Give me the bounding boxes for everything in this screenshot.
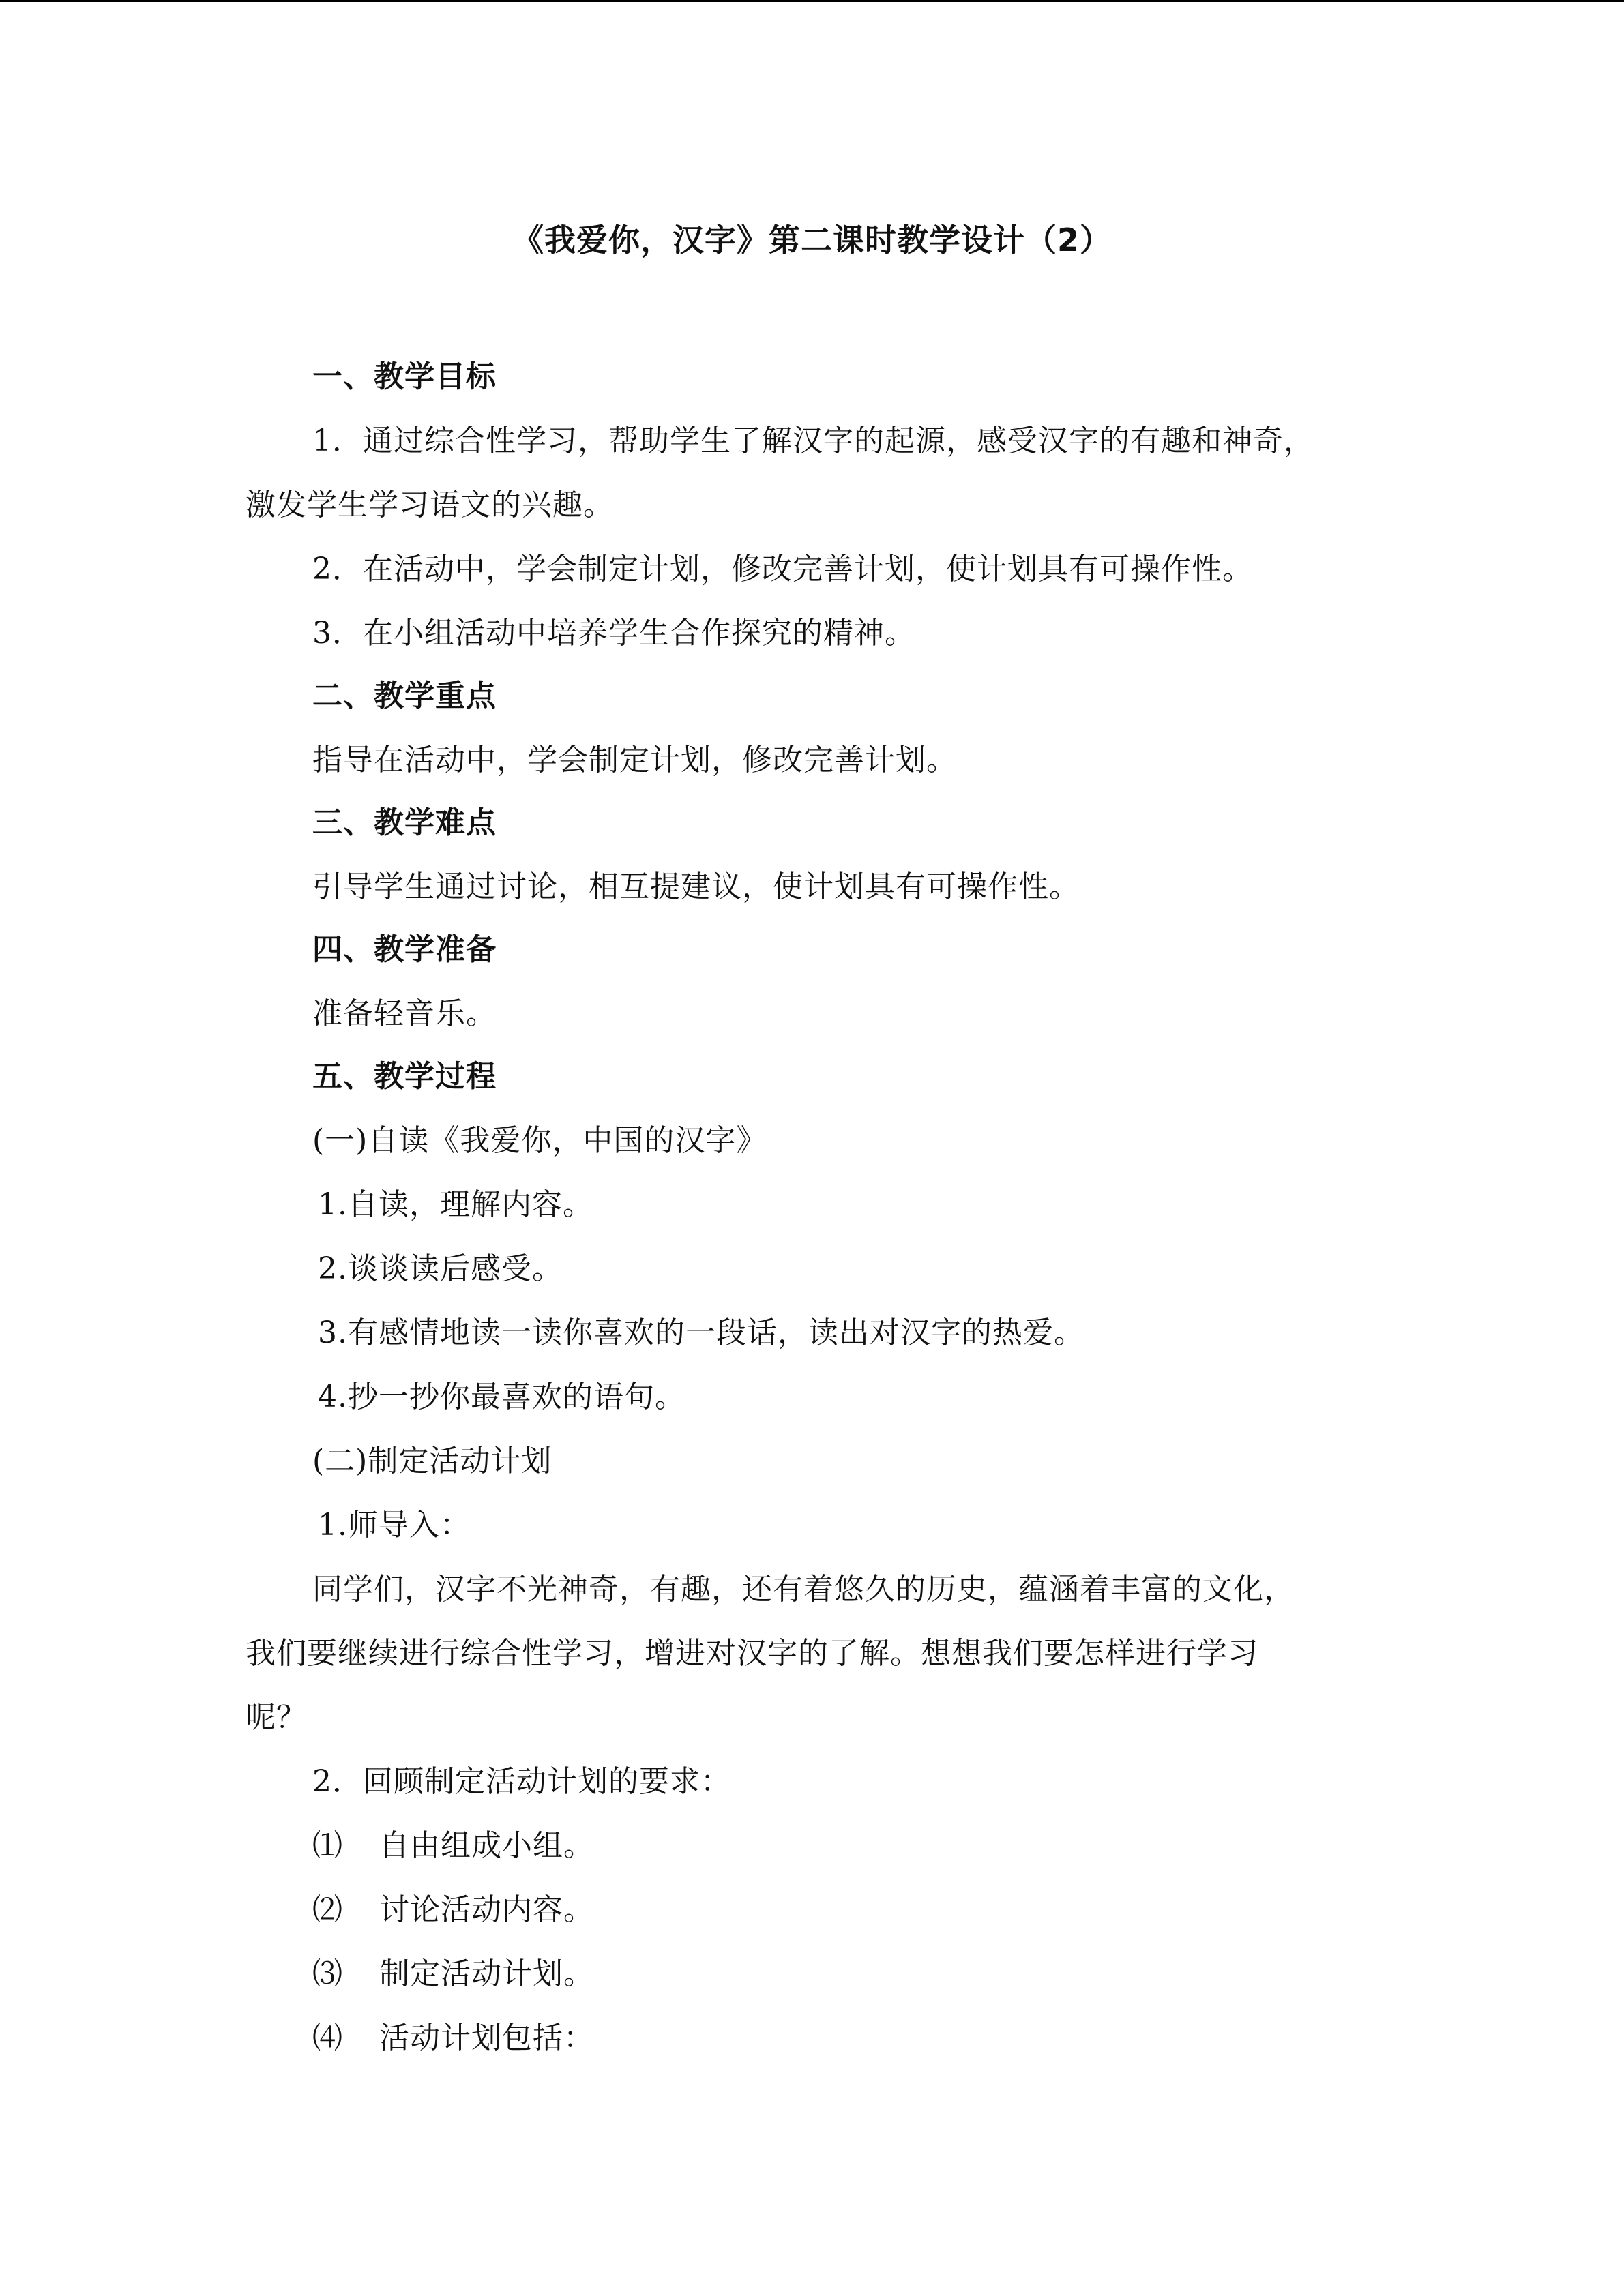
process-part-2-item-1: 1.师导入： bbox=[318, 1508, 471, 1542]
requirement-item bbox=[312, 1886, 594, 1934]
section-heading-process: 五、教学过程 bbox=[312, 1059, 497, 1094]
objective-3: 3．在小组活动中培养学生合作探究的精神。 bbox=[312, 616, 915, 651]
requirement-item bbox=[312, 1950, 594, 1998]
objective-2: 2．在活动中，学会制定计划，修改完善计划，使计划具有可操作性。 bbox=[312, 552, 1253, 586]
requirement-text: 讨论活动内容。 bbox=[379, 1892, 594, 1927]
requirement-number: ⑷ bbox=[312, 2021, 343, 2055]
requirement-text: 制定活动计划。 bbox=[379, 1956, 594, 1991]
teacher-intro-line-1: 同学们，汉字不光神奇，有趣，还有着悠久的历史，蕴涵着丰富的文化， bbox=[312, 1572, 1295, 1607]
requirement-number: ⑶ bbox=[312, 1956, 343, 1991]
objective-1-line-2: 激发学生学习语文的兴趣。 bbox=[246, 488, 614, 522]
process-part-1-heading: (一)自读《我爱你，中国的汉字》 bbox=[312, 1123, 767, 1158]
teacher-intro-line-3: 呢？ bbox=[246, 1700, 307, 1735]
section-heading-objectives: 一、教学目标 bbox=[312, 359, 497, 394]
process-part-2-item-2: 2．回顾制定活动计划的要求： bbox=[312, 1764, 731, 1799]
requirement-item bbox=[312, 2014, 594, 2062]
process-part-2-heading: (二)制定活动计划 bbox=[312, 1444, 552, 1478]
requirement-text: 自由组成小组。 bbox=[379, 1828, 594, 1863]
preparation-text: 准备轻音乐。 bbox=[312, 996, 497, 1031]
requirement-number: ⑴ bbox=[312, 1828, 343, 1863]
section-heading-preparation: 四、教学准备 bbox=[312, 932, 497, 967]
process-part-1-item-2: 2.谈谈读后感受。 bbox=[318, 1251, 563, 1286]
section-heading-difficulties: 三、教学难点 bbox=[312, 805, 497, 840]
requirement-item bbox=[312, 1822, 594, 1870]
difficulties-text: 引导学生通过讨论，相互提建议，使计划具有可操作性。 bbox=[312, 869, 1080, 904]
process-part-1-item-1: 1.自读，理解内容。 bbox=[318, 1187, 593, 1222]
teacher-intro-line-2: 我们要继续进行综合性学习，增进对汉字的了解。想想我们要怎样进行学习 bbox=[246, 1636, 1258, 1671]
page-top-border bbox=[0, 0, 1624, 2]
section-heading-key-points: 二、教学重点 bbox=[312, 679, 497, 713]
process-part-1-item-4: 4.抄一抄你最喜欢的语句。 bbox=[318, 1380, 685, 1414]
requirement-text: 活动计划包括： bbox=[379, 2021, 594, 2055]
key-points-text: 指导在活动中，学会制定计划，修改完善计划。 bbox=[312, 743, 957, 777]
objective-1-line-1: 1．通过综合性学习，帮助学生了解汉字的起源，感受汉字的有趣和神奇， bbox=[312, 423, 1314, 458]
requirement-number: ⑵ bbox=[312, 1892, 343, 1927]
page-title: 《我爱你，汉字》第二课时教学设计（2） bbox=[512, 222, 1112, 258]
process-part-1-item-3: 3.有感情地读一读你喜欢的一段话，读出对汉字的热爱。 bbox=[318, 1315, 1084, 1350]
